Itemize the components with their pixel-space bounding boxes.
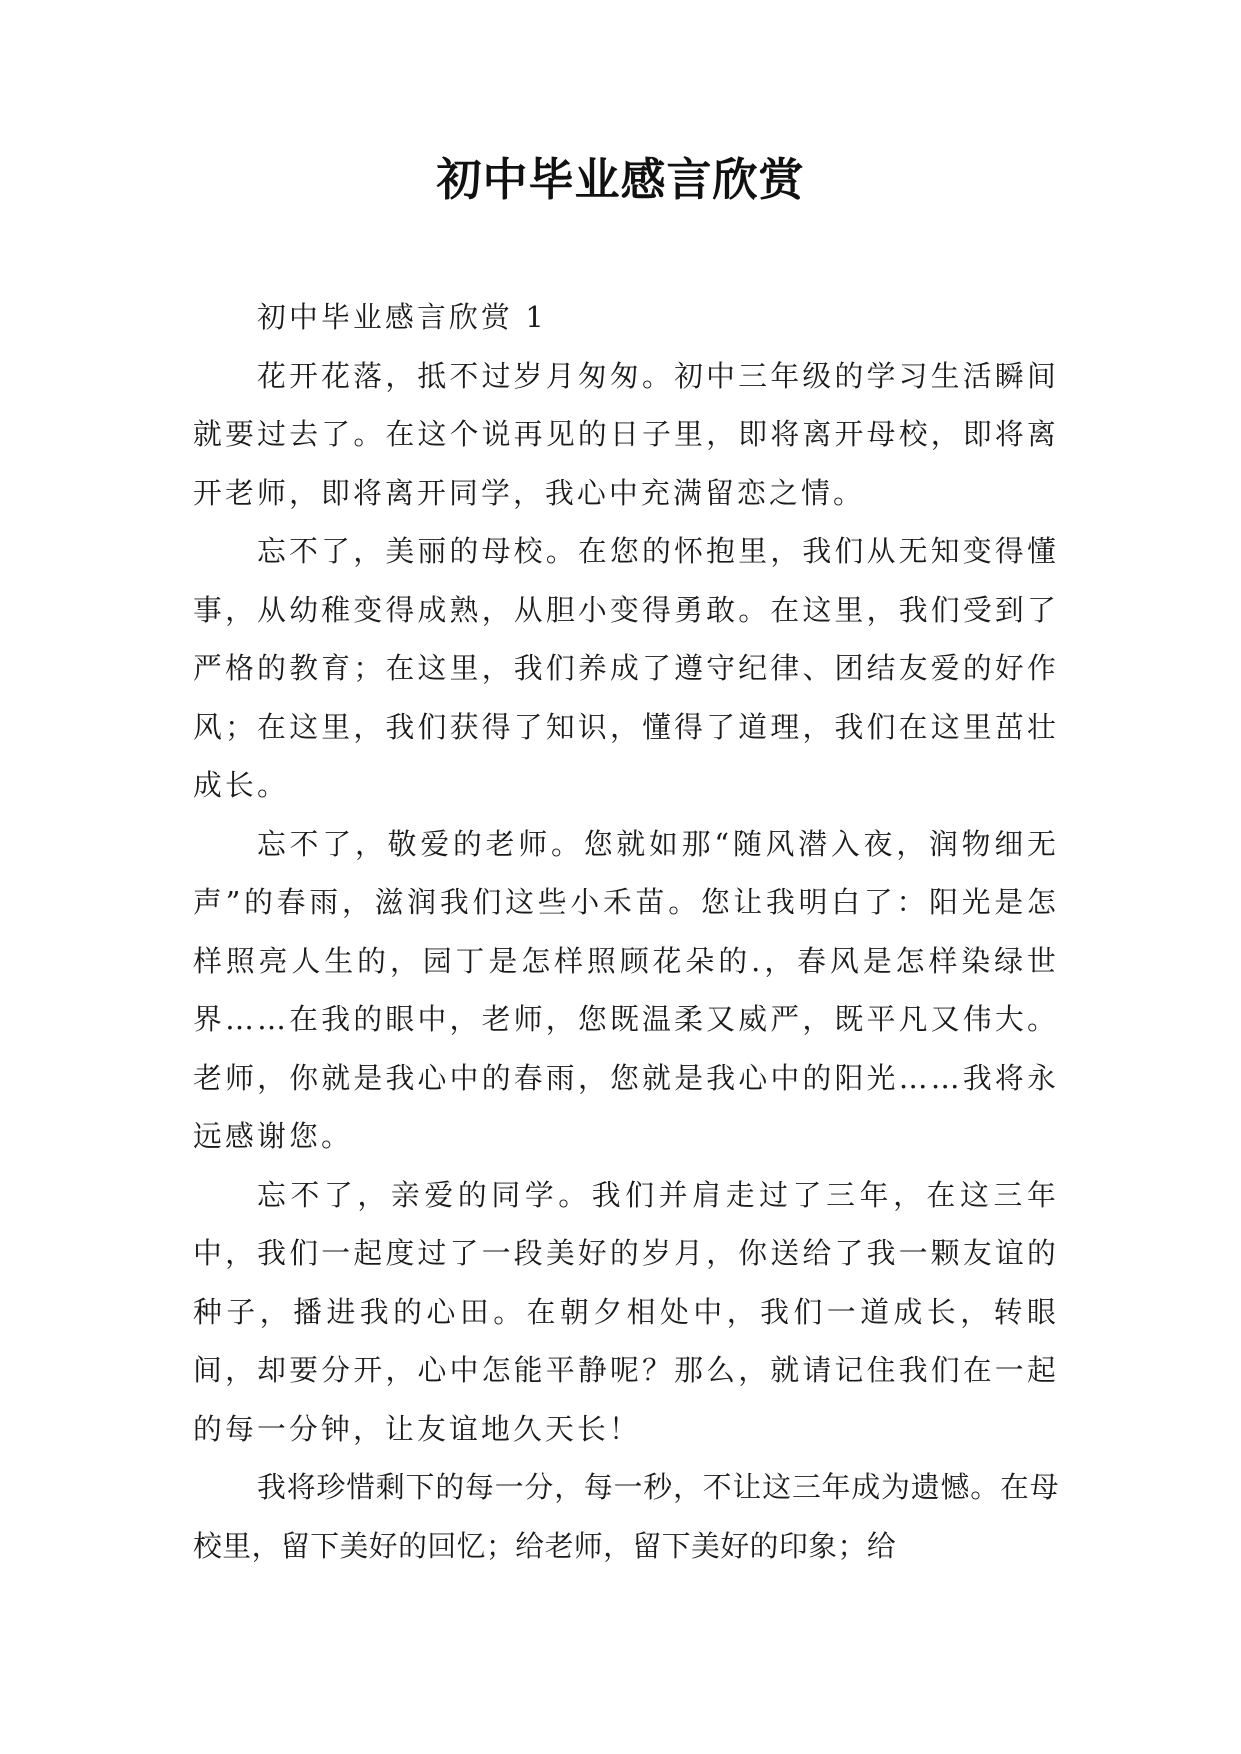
paragraph-school: 忘不了，美丽的母校。在您的怀抱里，我们从无知变得懂事，从幼稚变得成熟，从胆小变得勇敢。在这里，我们受到了严格的教育；在这里，我们养成了遵守纪律、团结友爱的好作风；在这里，我们获得了知识，懂得了道理，我们在这里茁壮成长。 <box>193 534 1059 802</box>
document-title: 初中毕业感言欣赏 <box>436 153 805 206</box>
paragraph-intro: 花开花落，抵不过岁月匆匆。初中三年级的学习生活瞬间就要过去了。在这个说再见的日子里，即将离开母校，即将离开老师，即将离开同学，我心中充满留恋之情。 <box>193 358 1059 510</box>
paragraph-teacher: 忘不了，敬爱的老师。您就如那“随风潜入夜，润物细无声”的春雨，滋润我们这些小禾苗。您让我明白了：阳光是怎样照亮人生的，园丁是怎样照顾花朵的.，春风是怎样染绿世界……在我的眼中，老师，您既温柔又威严，既平凡又伟大。老师，你就是我心中的春雨，您就是我心中的阳光……我将永远感谢您。 <box>193 826 1059 1153</box>
section-heading: 初中毕业感言欣赏 1 <box>257 300 547 334</box>
document-body <box>193 288 1059 1575</box>
paragraph-closing: 我将珍惜剩下的每一分，每一秒，不让这三年成为遗憾。在母校里，留下美好的回忆；给老师，留下美好的印象；给 <box>193 1470 1059 1563</box>
paragraph-classmates: 忘不了，亲爱的同学。我们并肩走过了三年，在这三年中，我们一起度过了一段美好的岁月，你送给了我一颗友谊的种子，播进我的心田。在朝夕相处中，我们一道成长，转眼间，却要分开，心中怎能平静呢？那么，就请记住我们在一起的每一分钟，让友谊地久天长！ <box>193 1177 1059 1446</box>
